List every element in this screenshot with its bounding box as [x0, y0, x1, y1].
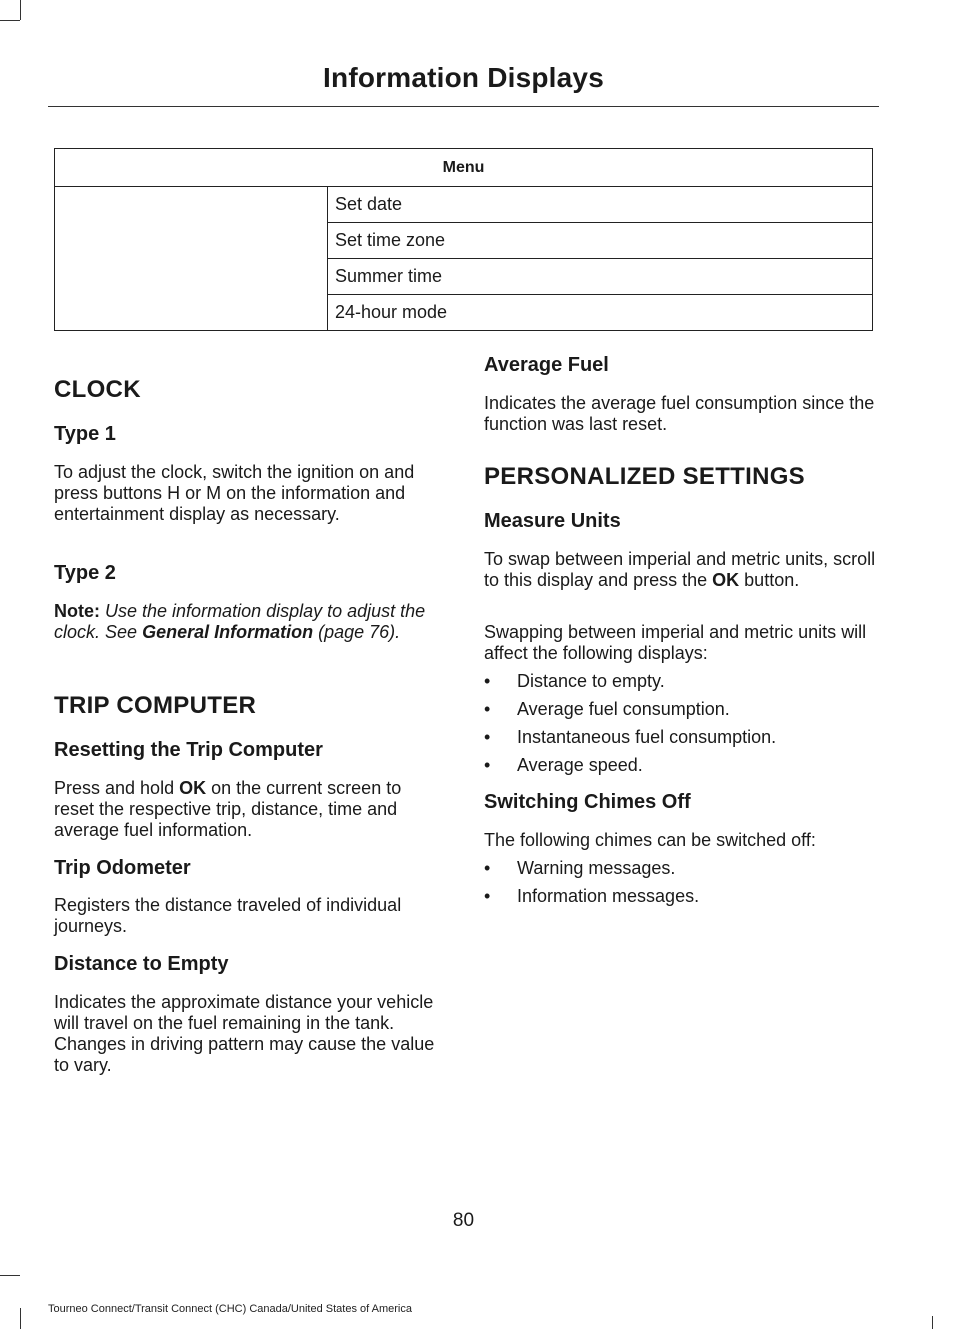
- reset-trip-text: [54, 778, 446, 841]
- table-header-row: [55, 149, 873, 187]
- reset-trip-heading: Resetting the Trip Computer: [54, 739, 323, 761]
- bullet-icon: •: [484, 858, 491, 878]
- page-title: Information Displays: [323, 62, 604, 93]
- bullet-icon: •: [484, 671, 491, 691]
- crop-mark: [0, 20, 20, 21]
- table-heading: Menu: [55, 149, 873, 187]
- general-information-link[interactable]: General Information: [142, 622, 314, 642]
- crop-mark: [0, 1275, 20, 1276]
- note-paragraph: [54, 601, 446, 643]
- measure-units-text: [484, 549, 876, 591]
- clock-heading: CLOCK: [54, 376, 141, 403]
- distance-to-empty-text: Indicates the approximate distance your vehicle will travel on the fuel remaining in the tank. Changes in driving pattern may cause the value to vary.: [54, 992, 435, 1075]
- menu-table: [54, 148, 873, 331]
- type1-heading: Type 1: [54, 423, 116, 445]
- average-fuel-text: Indicates the average fuel consumption since the function was last reset.: [484, 393, 875, 434]
- reset-text-start: Press and hold: [54, 778, 175, 798]
- note-page-ref: (page 76).: [318, 622, 401, 642]
- table-cell: Set date: [328, 187, 873, 223]
- table-cell: Summer time: [328, 259, 873, 295]
- table-empty-cell: [55, 187, 328, 331]
- table-row: [55, 187, 873, 223]
- page-number: 80: [452, 1210, 475, 1231]
- list-item-text: Average speed.: [517, 755, 643, 775]
- switching-chimes-heading: Switching Chimes Off: [484, 791, 691, 813]
- swap-units-text: Swapping between imperial and metric units will affect the following displays:: [484, 622, 867, 663]
- trip-odometer-text: Registers the distance traveled of individual journeys.: [54, 895, 402, 936]
- crop-mark: [932, 1316, 933, 1329]
- note-label: Note:: [54, 601, 100, 621]
- average-fuel-heading: Average Fuel: [484, 354, 609, 376]
- reset-text-end: on the current screen to reset the respective trip, distance, time and average fuel information.: [54, 778, 402, 840]
- table-cell: 24-hour mode: [328, 295, 873, 331]
- bullet-icon: •: [484, 727, 491, 747]
- list-item-text: Instantaneous fuel consumption.: [517, 727, 777, 747]
- bullet-icon: •: [484, 755, 491, 775]
- distance-to-empty-heading: Distance to Empty: [54, 953, 229, 975]
- bullet-icon: •: [484, 886, 491, 906]
- note-text: Use the information display to adjust the clock. See: [54, 601, 426, 642]
- measure-text-end: button.: [744, 570, 800, 590]
- list-item-text: Warning messages.: [517, 858, 676, 878]
- bullet-icon: •: [484, 699, 491, 719]
- trip-odometer-heading: Trip Odometer: [54, 857, 191, 879]
- measure-units-heading: Measure Units: [484, 510, 621, 532]
- list-item-text: Distance to empty.: [517, 671, 665, 691]
- list-item-text: Average fuel consumption.: [517, 699, 730, 719]
- personalized-settings-heading: PERSONALIZED SETTINGS: [484, 463, 805, 490]
- page-header: [48, 58, 879, 107]
- type1-text: To adjust the clock, switch the ignition on and press buttons H or M on the information and entertainment display as necessary.: [54, 462, 415, 524]
- measure-text-start: To swap between imperial and metric units, scroll to this display and press the: [484, 549, 876, 590]
- footer-text: Tourneo Connect/Transit Connect (CHC) Canada/United States of America: [48, 1303, 412, 1315]
- crop-mark: [20, 0, 21, 20]
- crop-mark: [20, 1308, 21, 1329]
- table-cell: Set time zone: [328, 223, 873, 259]
- chimes-text: The following chimes can be switched off:: [484, 830, 816, 850]
- trip-computer-heading: TRIP COMPUTER: [54, 692, 257, 719]
- ok-button-label: OK: [712, 570, 740, 590]
- type2-heading: Type 2: [54, 562, 116, 584]
- ok-button-label: OK: [179, 778, 207, 798]
- list-item-text: Information messages.: [517, 886, 700, 906]
